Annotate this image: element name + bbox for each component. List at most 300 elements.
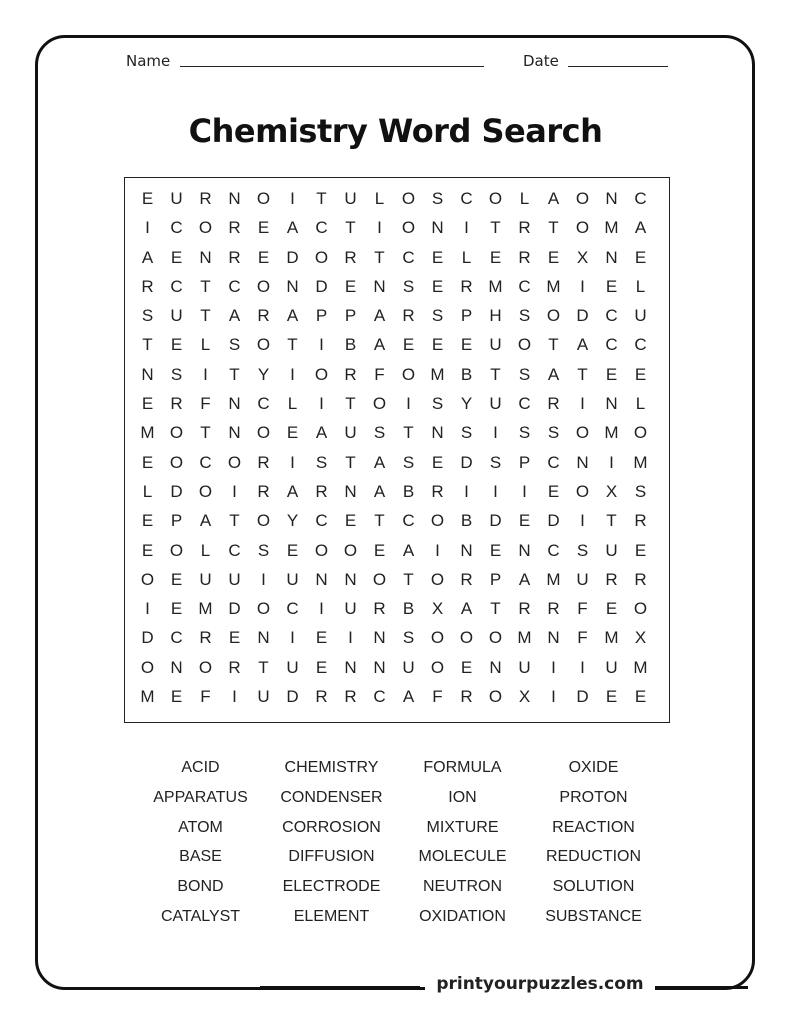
grid-letter[interactable]: O xyxy=(169,452,184,472)
grid-letter[interactable]: N xyxy=(489,657,502,677)
grid-letter[interactable]: R xyxy=(547,394,560,414)
grid-letter[interactable]: T xyxy=(577,364,588,384)
grid-letter[interactable]: B xyxy=(460,511,473,531)
grid-letter[interactable]: R xyxy=(605,569,618,589)
grid-letter[interactable]: Y xyxy=(286,511,299,531)
date-line[interactable] xyxy=(568,66,668,67)
grid-letter[interactable]: P xyxy=(315,306,328,326)
grid-letter[interactable]: T xyxy=(200,423,211,443)
grid-letter[interactable]: T xyxy=(200,306,211,326)
grid-letter[interactable]: O xyxy=(430,569,445,589)
grid-letter[interactable]: T xyxy=(490,218,501,238)
grid-letter[interactable]: C xyxy=(634,189,647,208)
grid-letter[interactable]: D xyxy=(141,628,154,648)
grid-letter[interactable]: M xyxy=(604,628,619,648)
grid-letter[interactable]: I xyxy=(609,452,614,472)
grid-letter[interactable]: O xyxy=(401,364,416,384)
grid-letter[interactable]: E xyxy=(315,657,328,677)
grid-letter[interactable]: E xyxy=(141,189,154,208)
grid-letter[interactable]: E xyxy=(431,452,444,472)
grid-letter[interactable]: I xyxy=(290,628,295,648)
grid-letter[interactable]: R xyxy=(344,364,357,384)
grid-letter[interactable]: E xyxy=(634,247,647,267)
grid-letter[interactable]: E xyxy=(141,394,154,414)
grid-letter[interactable]: I xyxy=(203,364,208,384)
grid-letter[interactable]: T xyxy=(403,423,414,443)
grid-letter[interactable]: O xyxy=(256,423,271,443)
grid-letter[interactable]: O xyxy=(459,628,474,648)
grid-letter[interactable]: E xyxy=(286,423,299,443)
grid-letter[interactable]: S xyxy=(170,364,183,384)
grid-letter[interactable]: U xyxy=(576,569,589,589)
grid-letter[interactable]: C xyxy=(373,687,386,707)
grid-letter[interactable]: T xyxy=(490,364,501,384)
grid-letter[interactable]: A xyxy=(460,599,473,619)
grid-letter[interactable]: S xyxy=(431,394,444,414)
grid-letter[interactable]: N xyxy=(170,657,183,677)
grid-letter[interactable]: T xyxy=(229,511,240,531)
grid-letter[interactable]: F xyxy=(374,364,385,384)
grid-letter[interactable]: E xyxy=(489,247,502,267)
grid-letter[interactable]: C xyxy=(170,218,183,238)
grid-letter[interactable]: E xyxy=(605,364,618,384)
grid-letter[interactable]: O xyxy=(169,423,184,443)
grid-letter[interactable]: U xyxy=(257,687,270,707)
grid-letter[interactable]: U xyxy=(344,423,357,443)
grid-letter[interactable]: T xyxy=(200,276,211,296)
grid-letter[interactable]: I xyxy=(261,569,266,589)
grid-letter[interactable]: E xyxy=(431,247,444,267)
grid-letter[interactable]: N xyxy=(344,481,357,501)
grid-letter[interactable]: P xyxy=(489,569,502,589)
grid-letter[interactable]: S xyxy=(547,423,560,443)
grid-letter[interactable]: I xyxy=(319,599,324,619)
grid-letter[interactable]: D xyxy=(286,247,299,267)
grid-letter[interactable]: R xyxy=(402,306,415,326)
grid-letter[interactable]: O xyxy=(314,364,329,384)
grid-letter[interactable]: D xyxy=(460,452,473,472)
grid-letter[interactable]: T xyxy=(287,335,298,355)
grid-letter[interactable]: R xyxy=(199,189,212,208)
grid-letter[interactable]: R xyxy=(460,687,473,707)
grid-letter[interactable]: O xyxy=(633,599,648,619)
grid-letter[interactable]: O xyxy=(314,540,329,560)
grid-letter[interactable]: I xyxy=(580,657,585,677)
grid-letter[interactable]: E xyxy=(634,687,647,707)
grid-letter[interactable]: I xyxy=(493,481,498,501)
grid-letter[interactable]: I xyxy=(377,218,382,238)
grid-letter[interactable]: S xyxy=(257,540,270,560)
grid-letter[interactable]: N xyxy=(373,657,386,677)
grid-letter[interactable]: A xyxy=(286,481,299,501)
grid-letter[interactable]: O xyxy=(546,306,561,326)
grid-letter[interactable]: U xyxy=(605,540,618,560)
grid-letter[interactable]: C xyxy=(170,276,183,296)
grid-letter[interactable]: R xyxy=(518,599,531,619)
grid-letter[interactable]: O xyxy=(633,423,648,443)
grid-letter[interactable]: E xyxy=(170,569,183,589)
grid-letter[interactable]: O xyxy=(372,394,387,414)
name-line[interactable] xyxy=(180,66,484,67)
grid-letter[interactable]: S xyxy=(518,423,531,443)
grid-letter[interactable]: I xyxy=(580,394,585,414)
grid-letter[interactable]: U xyxy=(634,306,647,326)
grid-letter[interactable]: C xyxy=(199,452,212,472)
grid-letter[interactable]: S xyxy=(489,452,502,472)
grid-letter[interactable]: I xyxy=(435,540,440,560)
grid-letter[interactable]: O xyxy=(256,599,271,619)
grid-letter[interactable]: O xyxy=(430,628,445,648)
grid-letter[interactable]: R xyxy=(141,276,154,296)
grid-letter[interactable]: T xyxy=(345,218,356,238)
grid-letter[interactable]: E xyxy=(460,335,473,355)
grid-letter[interactable]: O xyxy=(227,452,242,472)
grid-letter[interactable]: A xyxy=(576,335,589,355)
grid-letter[interactable]: E xyxy=(141,452,154,472)
grid-letter[interactable]: N xyxy=(286,276,299,296)
grid-letter[interactable]: O xyxy=(401,189,416,208)
grid-letter[interactable]: I xyxy=(232,687,237,707)
grid-letter[interactable]: U xyxy=(489,394,502,414)
grid-letter[interactable]: O xyxy=(169,540,184,560)
grid-letter[interactable]: X xyxy=(576,247,589,267)
grid-letter[interactable]: N xyxy=(605,189,618,208)
grid-letter[interactable]: O xyxy=(198,481,213,501)
grid-letter[interactable]: B xyxy=(344,335,357,355)
grid-letter[interactable]: N xyxy=(228,189,241,208)
grid-letter[interactable]: L xyxy=(142,481,153,501)
grid-letter[interactable]: D xyxy=(576,687,589,707)
grid-letter[interactable]: N xyxy=(460,540,473,560)
grid-letter[interactable]: U xyxy=(344,599,357,619)
grid-letter[interactable]: P xyxy=(170,511,183,531)
grid-letter[interactable]: T xyxy=(374,247,385,267)
grid-letter[interactable]: N xyxy=(141,364,154,384)
grid-letter[interactable]: O xyxy=(401,218,416,238)
grid-letter[interactable]: N xyxy=(344,657,357,677)
grid-letter[interactable]: E xyxy=(141,511,154,531)
grid-letter[interactable]: R xyxy=(228,218,241,238)
grid-letter[interactable]: E xyxy=(518,511,531,531)
grid-letter[interactable]: M xyxy=(140,423,155,443)
grid-letter[interactable]: N xyxy=(431,423,444,443)
grid-letter[interactable]: S xyxy=(518,364,531,384)
grid-letter[interactable]: R xyxy=(228,657,241,677)
grid-letter[interactable]: C xyxy=(402,247,415,267)
grid-letter[interactable]: X xyxy=(605,481,618,501)
grid-letter[interactable]: T xyxy=(142,335,153,355)
grid-letter[interactable]: R xyxy=(315,687,328,707)
grid-letter[interactable]: I xyxy=(145,599,150,619)
grid-letter[interactable]: S xyxy=(402,628,415,648)
grid-letter[interactable]: M xyxy=(546,569,561,589)
grid-letter[interactable]: C xyxy=(605,335,618,355)
grid-letter[interactable]: C xyxy=(257,394,270,414)
grid-letter[interactable]: C xyxy=(170,628,183,648)
grid-letter[interactable]: A xyxy=(402,687,415,707)
grid-letter[interactable]: O xyxy=(488,687,503,707)
grid-letter[interactable]: M xyxy=(604,218,619,238)
grid-letter[interactable]: R xyxy=(344,687,357,707)
grid-letter[interactable]: C xyxy=(315,511,328,531)
grid-letter[interactable]: S xyxy=(373,423,386,443)
grid-letter[interactable]: S xyxy=(315,452,328,472)
grid-letter[interactable]: C xyxy=(402,511,415,531)
grid-letter[interactable]: Y xyxy=(460,394,473,414)
grid-letter[interactable]: M xyxy=(546,276,561,296)
grid-letter[interactable]: O xyxy=(517,335,532,355)
grid-letter[interactable]: O xyxy=(198,218,213,238)
grid-letter[interactable]: T xyxy=(548,335,559,355)
grid-letter[interactable]: L xyxy=(374,189,385,208)
grid-letter[interactable]: N xyxy=(228,423,241,443)
grid-letter[interactable]: O xyxy=(488,189,503,208)
grid-letter[interactable]: U xyxy=(170,306,183,326)
grid-letter[interactable]: O xyxy=(575,481,590,501)
grid-letter[interactable]: I xyxy=(348,628,353,648)
grid-letter[interactable]: A xyxy=(373,306,386,326)
grid-letter[interactable]: D xyxy=(547,511,560,531)
grid-letter[interactable]: B xyxy=(402,599,415,619)
grid-letter[interactable]: I xyxy=(406,394,411,414)
grid-letter[interactable]: A xyxy=(373,335,386,355)
grid-letter[interactable]: C xyxy=(605,306,618,326)
grid-letter[interactable]: S xyxy=(431,189,444,208)
grid-letter[interactable]: A xyxy=(547,364,560,384)
grid-letter[interactable]: E xyxy=(547,481,560,501)
grid-letter[interactable]: C xyxy=(547,452,560,472)
grid-letter[interactable]: M xyxy=(488,276,503,296)
grid-letter[interactable]: D xyxy=(286,687,299,707)
grid-letter[interactable]: C xyxy=(228,276,241,296)
grid-letter[interactable]: R xyxy=(460,276,473,296)
grid-letter[interactable]: N xyxy=(373,276,386,296)
grid-letter[interactable]: I xyxy=(493,423,498,443)
grid-letter[interactable]: E xyxy=(228,628,241,648)
grid-letter[interactable]: A xyxy=(141,247,154,267)
grid-letter[interactable]: R xyxy=(460,569,473,589)
grid-letter[interactable]: C xyxy=(518,394,531,414)
grid-letter[interactable]: M xyxy=(198,599,213,619)
grid-letter[interactable]: D xyxy=(170,481,183,501)
grid-letter[interactable]: R xyxy=(518,218,531,238)
grid-letter[interactable]: I xyxy=(290,364,295,384)
grid-letter[interactable]: S xyxy=(228,335,241,355)
grid-letter[interactable]: D xyxy=(576,306,589,326)
grid-letter[interactable]: O xyxy=(575,423,590,443)
grid-letter[interactable]: E xyxy=(141,540,154,560)
grid-letter[interactable]: T xyxy=(548,218,559,238)
grid-letter[interactable]: N xyxy=(431,218,444,238)
grid-letter[interactable]: N xyxy=(605,247,618,267)
grid-letter[interactable]: N xyxy=(315,569,328,589)
grid-letter[interactable]: I xyxy=(551,687,556,707)
grid-letter[interactable]: E xyxy=(547,247,560,267)
grid-letter[interactable]: R xyxy=(315,481,328,501)
grid-letter[interactable]: N xyxy=(257,628,270,648)
grid-letter[interactable]: I xyxy=(232,481,237,501)
grid-letter[interactable]: I xyxy=(580,276,585,296)
grid-letter[interactable]: O xyxy=(256,189,271,208)
grid-letter[interactable]: I xyxy=(580,511,585,531)
grid-letter[interactable]: R xyxy=(373,599,386,619)
grid-letter[interactable]: D xyxy=(489,511,502,531)
grid-letter[interactable]: O xyxy=(256,511,271,531)
grid-letter[interactable]: D xyxy=(315,276,328,296)
grid-letter[interactable]: M xyxy=(633,657,648,677)
grid-letter[interactable]: I xyxy=(522,481,527,501)
grid-letter[interactable]: E xyxy=(605,599,618,619)
grid-letter[interactable]: L xyxy=(200,335,211,355)
grid-letter[interactable]: E xyxy=(170,687,183,707)
grid-letter[interactable]: T xyxy=(258,657,269,677)
grid-letter[interactable]: D xyxy=(228,599,241,619)
grid-letter[interactable]: P xyxy=(518,452,531,472)
grid-letter[interactable]: O xyxy=(488,628,503,648)
grid-letter[interactable]: T xyxy=(606,511,617,531)
grid-letter[interactable]: R xyxy=(257,306,270,326)
grid-letter[interactable]: F xyxy=(200,394,211,414)
grid-letter[interactable]: E xyxy=(170,335,183,355)
grid-letter[interactable]: I xyxy=(551,657,556,677)
grid-letter[interactable]: E xyxy=(286,540,299,560)
grid-letter[interactable]: N xyxy=(373,628,386,648)
grid-letter[interactable]: E xyxy=(431,335,444,355)
grid-letter[interactable]: A xyxy=(634,218,647,238)
grid-letter[interactable]: N xyxy=(576,452,589,472)
grid-letter[interactable]: M xyxy=(140,687,155,707)
grid-letter[interactable]: L xyxy=(635,394,646,414)
grid-letter[interactable]: S xyxy=(518,306,531,326)
grid-letter[interactable]: O xyxy=(372,569,387,589)
grid-letter[interactable]: E xyxy=(170,247,183,267)
grid-letter[interactable]: F xyxy=(432,687,443,707)
grid-letter[interactable]: L xyxy=(635,276,646,296)
grid-letter[interactable]: C xyxy=(315,218,328,238)
grid-letter[interactable]: M xyxy=(633,452,648,472)
grid-letter[interactable]: L xyxy=(519,189,530,208)
grid-letter[interactable]: S xyxy=(141,306,154,326)
grid-letter[interactable]: O xyxy=(343,540,358,560)
grid-letter[interactable]: C xyxy=(460,189,473,208)
grid-letter[interactable]: T xyxy=(345,394,356,414)
grid-letter[interactable]: S xyxy=(402,452,415,472)
grid-letter[interactable]: O xyxy=(575,218,590,238)
grid-letter[interactable]: A xyxy=(402,540,415,560)
grid-letter[interactable]: A xyxy=(286,218,299,238)
grid-letter[interactable]: U xyxy=(286,657,299,677)
grid-letter[interactable]: R xyxy=(170,394,183,414)
grid-letter[interactable]: O xyxy=(256,335,271,355)
grid-letter[interactable]: R xyxy=(547,599,560,619)
grid-letter[interactable]: I xyxy=(319,335,324,355)
grid-letter[interactable]: U xyxy=(402,657,415,677)
grid-letter[interactable]: O xyxy=(140,657,155,677)
grid-letter[interactable]: F xyxy=(577,599,588,619)
grid-letter[interactable]: R xyxy=(257,452,270,472)
grid-letter[interactable]: I xyxy=(145,218,150,238)
grid-letter[interactable]: S xyxy=(634,481,647,501)
grid-letter[interactable]: R xyxy=(199,628,212,648)
grid-letter[interactable]: E xyxy=(634,540,647,560)
grid-letter[interactable]: T xyxy=(229,364,240,384)
grid-letter[interactable]: R xyxy=(431,481,444,501)
grid-letter[interactable]: H xyxy=(489,306,502,326)
grid-letter[interactable]: O xyxy=(430,511,445,531)
grid-letter[interactable]: O xyxy=(198,657,213,677)
grid-letter[interactable]: S xyxy=(402,276,415,296)
grid-letter[interactable]: E xyxy=(605,276,618,296)
grid-letter[interactable]: F xyxy=(200,687,211,707)
grid-letter[interactable]: X xyxy=(518,687,531,707)
grid-letter[interactable]: M xyxy=(430,364,445,384)
grid-letter[interactable]: Y xyxy=(257,364,270,384)
grid-letter[interactable]: C xyxy=(286,599,299,619)
grid-letter[interactable]: R xyxy=(344,247,357,267)
grid-letter[interactable]: U xyxy=(199,569,212,589)
grid-letter[interactable]: A xyxy=(286,306,299,326)
grid-letter[interactable]: E xyxy=(257,247,270,267)
grid-letter[interactable]: C xyxy=(228,540,241,560)
grid-letter[interactable]: E xyxy=(489,540,502,560)
grid-letter[interactable]: E xyxy=(344,511,357,531)
grid-letter[interactable]: T xyxy=(316,189,327,208)
grid-letter[interactable]: I xyxy=(464,218,469,238)
grid-letter[interactable]: L xyxy=(287,394,298,414)
grid-letter[interactable]: E xyxy=(257,218,270,238)
grid-letter[interactable]: X xyxy=(431,599,444,619)
grid-letter[interactable]: O xyxy=(430,657,445,677)
grid-letter[interactable]: U xyxy=(170,189,183,208)
grid-letter[interactable]: N xyxy=(547,628,560,648)
grid-letter[interactable]: E xyxy=(315,628,328,648)
grid-letter[interactable]: R xyxy=(634,569,647,589)
grid-letter[interactable]: E xyxy=(460,657,473,677)
grid-letter[interactable]: N xyxy=(228,394,241,414)
grid-letter[interactable]: S xyxy=(431,306,444,326)
grid-letter[interactable]: N xyxy=(199,247,212,267)
grid-letter[interactable]: I xyxy=(290,452,295,472)
grid-letter[interactable]: E xyxy=(344,276,357,296)
grid-letter[interactable]: E xyxy=(373,540,386,560)
grid-letter[interactable]: C xyxy=(547,540,560,560)
grid-letter[interactable]: U xyxy=(489,335,502,355)
grid-letter[interactable]: L xyxy=(200,540,211,560)
grid-letter[interactable]: I xyxy=(319,394,324,414)
grid-letter[interactable]: M xyxy=(517,628,532,648)
grid-letter[interactable]: A xyxy=(373,481,386,501)
grid-letter[interactable]: S xyxy=(576,540,589,560)
grid-letter[interactable]: T xyxy=(403,569,414,589)
grid-letter[interactable]: R xyxy=(518,247,531,267)
grid-letter[interactable]: I xyxy=(290,189,295,208)
grid-letter[interactable]: R xyxy=(228,247,241,267)
grid-letter[interactable]: I xyxy=(464,481,469,501)
grid-letter[interactable]: T xyxy=(345,452,356,472)
grid-letter[interactable]: F xyxy=(577,628,588,648)
grid-letter[interactable]: A xyxy=(547,189,560,208)
grid-letter[interactable]: U xyxy=(344,189,357,208)
grid-letter[interactable]: O xyxy=(575,189,590,208)
grid-letter[interactable]: E xyxy=(402,335,415,355)
grid-letter[interactable]: O xyxy=(314,247,329,267)
grid-letter[interactable]: O xyxy=(256,276,271,296)
grid-letter[interactable]: A xyxy=(315,423,328,443)
grid-letter[interactable]: E xyxy=(634,364,647,384)
grid-letter[interactable]: N xyxy=(518,540,531,560)
grid-letter[interactable]: U xyxy=(605,657,618,677)
grid-letter[interactable]: T xyxy=(490,599,501,619)
